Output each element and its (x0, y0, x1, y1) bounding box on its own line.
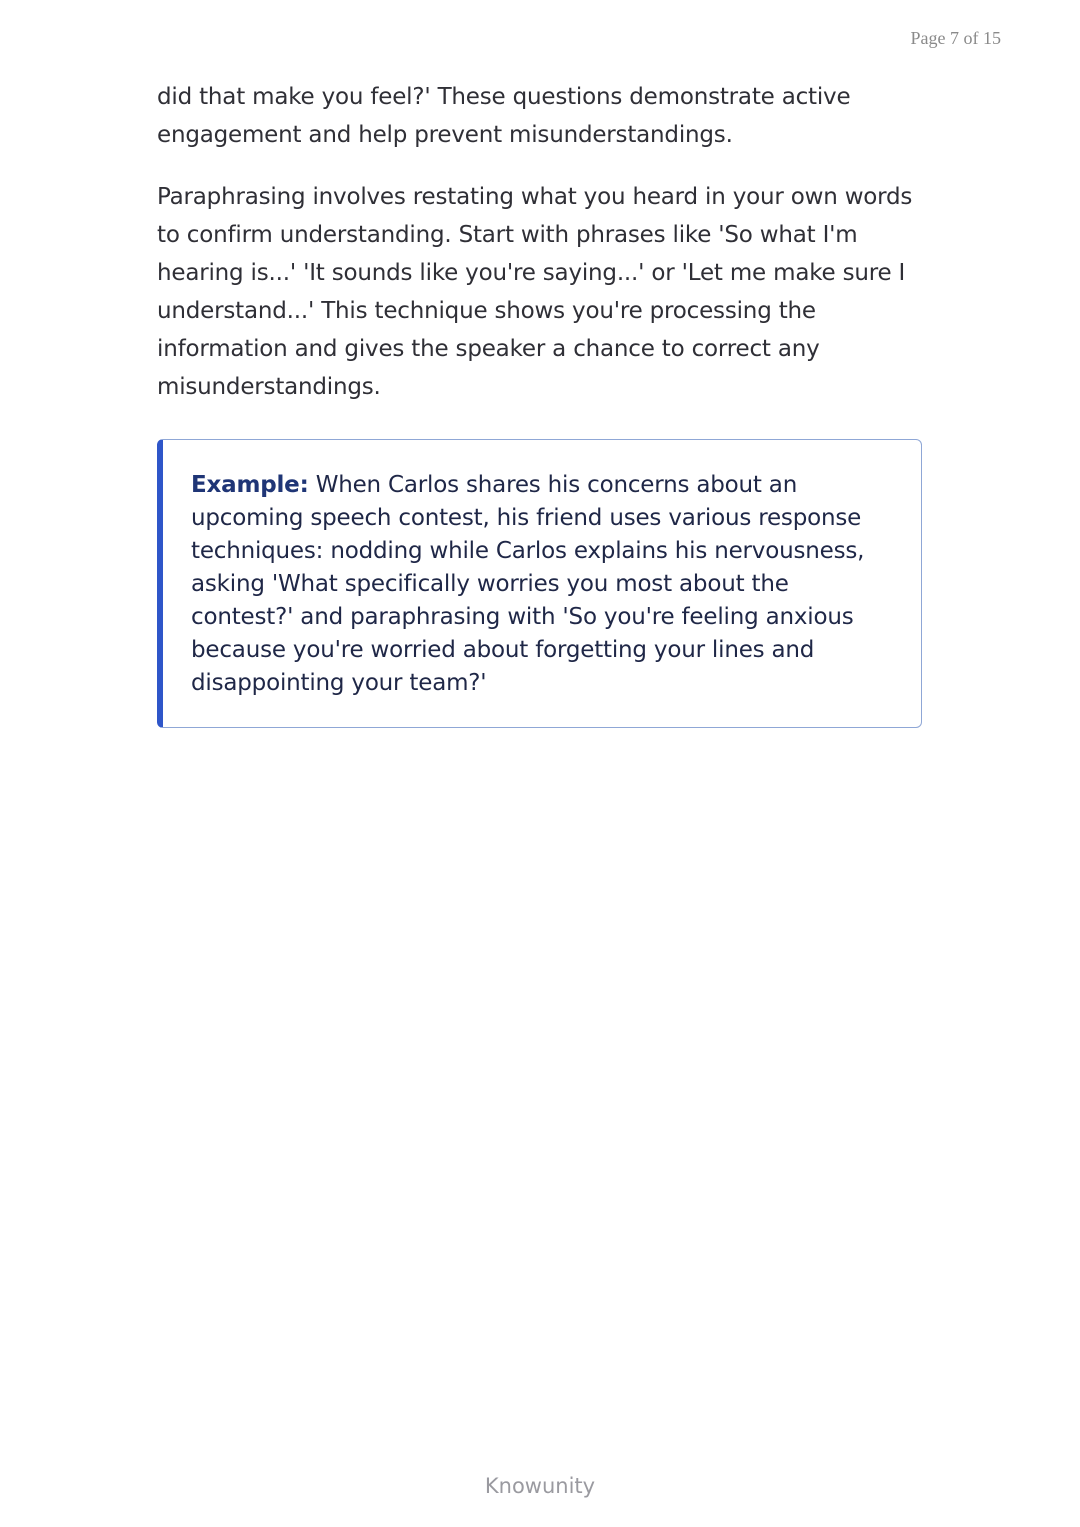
example-callout (157, 439, 922, 728)
footer-brand: Knowunity (484, 1474, 596, 1498)
body-paragraph: Paraphrasing involves restating what you heard in your own words to confirm understanding. Start with phrases like 'So what I'm hearing is...' 'It sounds like you're saying...' or 'Let me make sure I understand...' This technique shows you're processing the information and gives the speaker a chance to correct any misunderstandings. (157, 184, 913, 400)
example-text (191, 469, 891, 700)
example-body: When Carlos shares his concerns about an upcoming speech contest, his friend uses various response techniques: nodding while Carlos explains his nervousness, asking 'What specifically worries you most about the contest?' and paraphrasing with 'So you're feeling anxious because you're worried about forgetting your lines and disappointing your team?' (191, 472, 865, 696)
document-body (157, 78, 932, 406)
body-paragraph: did that make you feel?' These questions demonstrate active engagement and help prevent misunderstandings. (157, 84, 851, 148)
example-label: Example: (191, 472, 309, 498)
page-number: Page 7 of 15 (910, 28, 1001, 48)
